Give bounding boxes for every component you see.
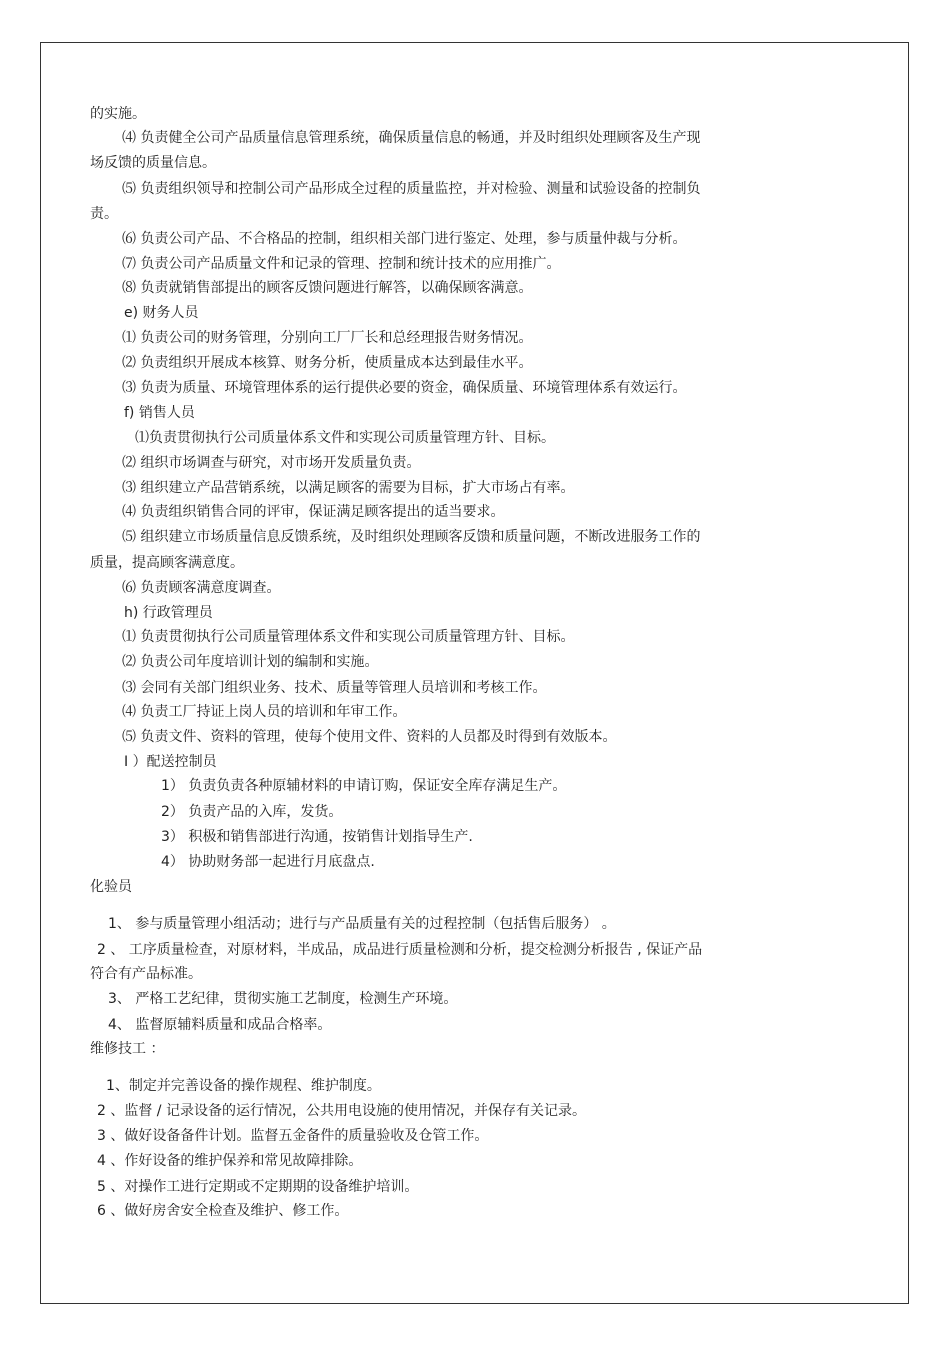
text-line: 场反馈的质量信息。 [90, 155, 216, 171]
text-line: 6 、做好房舍安全检查及维护、修工作。 [97, 1203, 349, 1219]
text-line: 1、制定并完善设备的操作规程、维护制度。 [106, 1078, 381, 1094]
text-line: ⑸ 负责文件、资料的管理，使每个使用文件、资料的人员都及时得到有效版本。 [122, 729, 617, 745]
text-line: 2） 负责产品的入库，发货。 [161, 804, 343, 820]
text-line: 4、 监督原辅料质量和成品合格率。 [108, 1017, 332, 1033]
text-line: ⑶ 组织建立产品营销系统，以满足顾客的需要为目标，扩大市场占有率。 [122, 480, 575, 496]
section-heading: e) 财务人员 [124, 305, 199, 321]
section-heading: I ）配送控制员 [124, 754, 217, 770]
text-line: ⑷ 负责健全公司产品质量信息管理系统，确保质量信息的畅通，并及时组织处理顾客及生产现 [122, 130, 701, 146]
text-line: ⑷ 负责工厂持证上岗人员的培训和年审工作。 [122, 704, 407, 720]
text-line: ⑵ 组织市场调查与研究，对市场开发质量负责。 [122, 455, 421, 471]
text-line: ⑴ 负责公司的财务管理，分别向工厂厂长和总经理报告财务情况。 [122, 330, 533, 346]
text-line: 4 、作好设备的维护保养和常见故障排除。 [97, 1153, 363, 1169]
text-line: ⑵ 负责公司年度培训计划的编制和实施。 [122, 654, 379, 670]
section-heading: 化验员 [90, 879, 132, 895]
text-line: 的实施。 [90, 106, 146, 122]
section-heading: h) 行政管理员 [124, 605, 213, 621]
section-heading: f) 销售人员 [124, 405, 195, 421]
text-line: 5 、对操作工进行定期或不定期期的设备维护培训。 [97, 1179, 419, 1195]
text-line: ⑹ 负责公司产品、不合格品的控制，组织相关部门进行鉴定、处理，参与质量仲裁与分析。 [122, 231, 687, 247]
text-line: 1、 参与质量管理小组活动；进行与产品质量有关的过程控制（包括售后服务） 。 [108, 916, 616, 932]
text-line: 1） 负责负责各种原辅材料的申请订购，保证安全库存满足生产。 [161, 778, 567, 794]
text-line: 2 、监督 / 记录设备的运行情况，公共用电设施的使用情况，并保存有关记录。 [97, 1103, 586, 1119]
text-line: 符合有产品标准。 [90, 966, 202, 982]
text-line: ⑵ 负责组织开展成本核算、财务分析，使质量成本达到最佳水平。 [122, 355, 533, 371]
text-line: ⑶ 会同有关部门组织业务、技术、质量等管理人员培训和考核工作。 [122, 680, 547, 696]
text-line: ⑴负责贯彻执行公司质量体系文件和实现公司质量管理方针、目标。 [135, 430, 555, 446]
text-line: 质量，提高顾客满意度。 [90, 555, 244, 571]
text-line: ⑷ 负责组织销售合同的评审，保证满足顾客提出的适当要求。 [122, 504, 505, 520]
text-line: 3、 严格工艺纪律，贯彻实施工艺制度，检测生产环境。 [108, 991, 458, 1007]
text-line: ⑸ 组织建立市场质量信息反馈系统，及时组织处理顾客反馈和质量问题，不断改进服务工作的 [122, 529, 701, 545]
text-line: 3 、做好设备备件计划。监督五金备件的质量验收及仓管工作。 [97, 1128, 489, 1144]
text-line: 3） 积极和销售部进行沟通，按销售计划指导生产. [161, 829, 473, 845]
text-line: 4） 协助财务部一起进行月底盘点. [161, 854, 375, 870]
text-line: ⑺ 负责公司产品质量文件和记录的管理、控制和统计技术的应用推广。 [122, 256, 561, 272]
section-heading: 维修技工 ： [90, 1041, 165, 1057]
text-line: ⑸ 负责组织领导和控制公司产品形成全过程的质量监控，并对检验、测量和试验设备的控制负 [122, 181, 701, 197]
text-line: ⑹ 负责顾客满意度调查。 [122, 580, 281, 596]
text-line: ⑴ 负责贯彻执行公司质量管理体系文件和实现公司质量管理方针、目标。 [122, 629, 575, 645]
text-line: ⑻ 负责就销售部提出的顾客反馈问题进行解答，以确保顾客满意。 [122, 280, 533, 296]
text-line: ⑶ 负责为质量、环境管理体系的运行提供必要的资金，确保质量、环境管理体系有效运行。 [122, 380, 687, 396]
text-line: 2 、 工序质量检查，对原材料，半成品，成品进行质量检测和分析，提交检测分析报告 , 保证产品 [97, 942, 703, 958]
text-line: 责。 [90, 206, 118, 222]
